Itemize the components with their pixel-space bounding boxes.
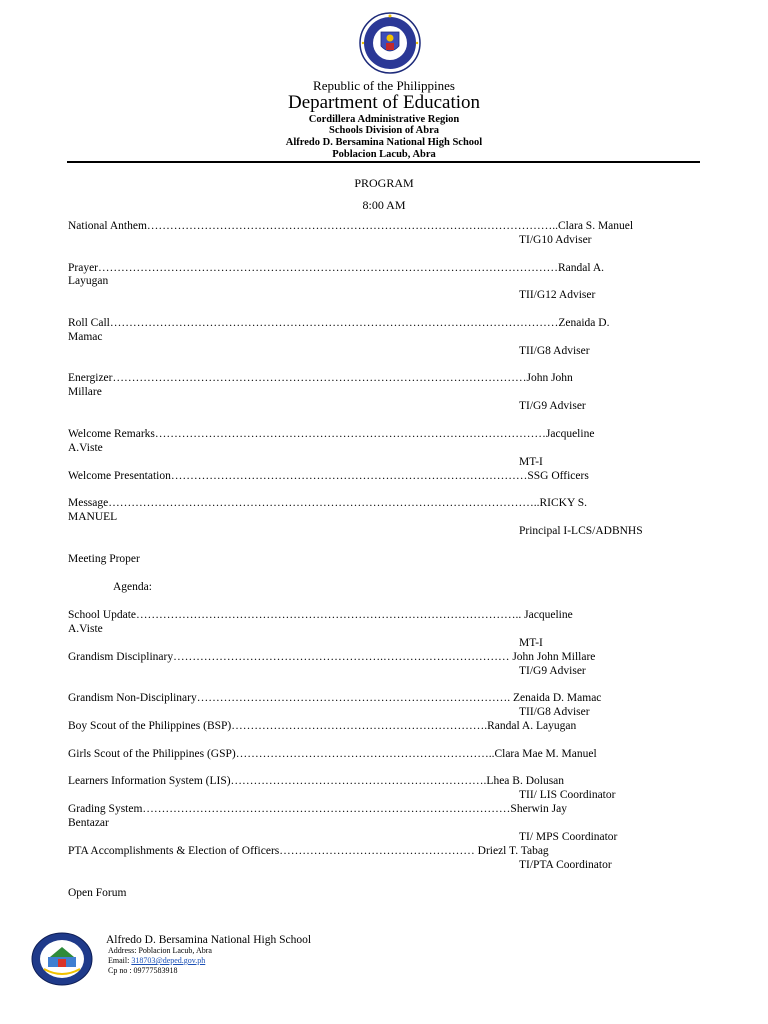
agenda-item-grading-system: Grading System……………………………………………………………………………………Sherwin Jay bbox=[68, 803, 567, 815]
agenda-item-bsp: Boy Scout of the Philippines (BSP)………………………………………………………….Randal A. Layugan bbox=[68, 720, 577, 732]
program-item-message: Message…………………………………………………………………………………………………..RICKY S. bbox=[68, 497, 587, 509]
footer-email-label: Email: bbox=[108, 956, 130, 965]
program-item-role: MT-I bbox=[519, 456, 543, 468]
program-item-prayer: Prayer…………………………………………………………………………………………………………Randal A. bbox=[68, 262, 605, 274]
footer-school-name: Alfredo D. Bersamina National High School bbox=[106, 934, 312, 946]
agenda-item-role: TI/PTA Coordinator bbox=[519, 859, 612, 871]
school-seal-logo bbox=[30, 931, 94, 987]
agenda-item-role: TI/G9 Adviser bbox=[519, 665, 586, 677]
program-item-name-continued: Millare bbox=[68, 386, 102, 398]
program-item-name-continued: Layugan bbox=[68, 275, 109, 287]
footer-email-link[interactable]: 318703@deped.gov.ph bbox=[131, 956, 206, 965]
meeting-proper-label: Meeting Proper bbox=[68, 553, 140, 565]
agenda-label: Agenda: bbox=[113, 581, 152, 593]
agenda-item-name-continued: A.Viste bbox=[68, 623, 103, 635]
header-department: Department of Education bbox=[287, 92, 481, 113]
agenda-item-pta: PTA Accomplishments & Election of Officers…………………………………………… Driezl T. Tabag bbox=[68, 845, 549, 857]
agenda-item-grandism-disciplinary: Grandism Disciplinary……………………………………………….…………………………… John John Millare bbox=[68, 651, 596, 663]
agenda-item-name-continued: Bentazar bbox=[68, 817, 109, 829]
program-item-energizer: Energizer………………………………………………………………………………………………John John bbox=[68, 372, 573, 384]
program-item-welcome-presentation: Welcome Presentation…………………………………………………………………………………SSG Officers bbox=[68, 470, 589, 482]
agenda-item-role: TII/G8 Adviser bbox=[519, 706, 590, 718]
program-item-role: TI/G10 Adviser bbox=[519, 234, 592, 246]
program-item-welcome-remarks: Welcome Remarks…………………………………………………………………………………………Jacqueline bbox=[68, 428, 595, 440]
agenda-item-grandism-non-disciplinary: Grandism Non-Disciplinary………………………………………………………………………. Zenaida D. Mamac bbox=[68, 692, 602, 704]
agenda-item-lis: Learners Information System (LIS)………………………………………………………….Lhea B. Dolusan bbox=[68, 775, 565, 787]
agenda-item-role: TI/ MPS Coordinator bbox=[519, 831, 618, 843]
header-school: Alfredo D. Bersamina National High School bbox=[285, 137, 483, 148]
program-item-national-anthem: National Anthem…………………………………………………………………………….………………..Clara S. Manuel bbox=[68, 220, 634, 232]
deped-seal-logo bbox=[351, 12, 429, 74]
agenda-item-school-update: School Update……………………………………………………………………………………….. Jacqueline bbox=[68, 609, 573, 621]
program-title: PROGRAM bbox=[354, 176, 414, 190]
agenda-item-role: TII/ LIS Coordinator bbox=[519, 789, 616, 801]
footer-address: Address: Poblacion Lacub, Abra bbox=[108, 946, 212, 955]
program-item-role: Principal I-LCS/ADBNHS bbox=[519, 525, 643, 537]
program-item-name-continued: MANUEL bbox=[68, 511, 118, 523]
header-location: Poblacion Lacub, Abra bbox=[332, 149, 436, 160]
program-time: 8:00 AM bbox=[362, 198, 406, 212]
agenda-item-role: MT-I bbox=[519, 637, 543, 649]
program-item-name-continued: Mamac bbox=[68, 331, 103, 343]
header-region: Cordillera Administrative Region bbox=[308, 114, 460, 125]
program-item-role: TII/G8 Adviser bbox=[519, 345, 590, 357]
program-item-roll-call: Roll Call………………………………………………………………………………………………………Zenaida D. bbox=[68, 317, 610, 329]
agenda-item-gsp: Girls Scout of the Philippines (GSP)…………………………………………………………..Clara Mae M. Manuel bbox=[68, 748, 597, 760]
open-forum: Open Forum bbox=[68, 887, 127, 899]
footer-email-row bbox=[108, 956, 205, 966]
program-item-name-continued: A.Viste bbox=[68, 442, 103, 454]
header-republic: Republic of the Philippines bbox=[313, 78, 455, 93]
program-item-role: TI/G9 Adviser bbox=[519, 400, 586, 412]
program-item-role: TII/G12 Adviser bbox=[519, 289, 596, 301]
header-division: Schools Division of Abra bbox=[329, 125, 439, 136]
header-divider bbox=[67, 161, 700, 163]
footer-phone: Cp no : 09777583918 bbox=[108, 966, 178, 975]
